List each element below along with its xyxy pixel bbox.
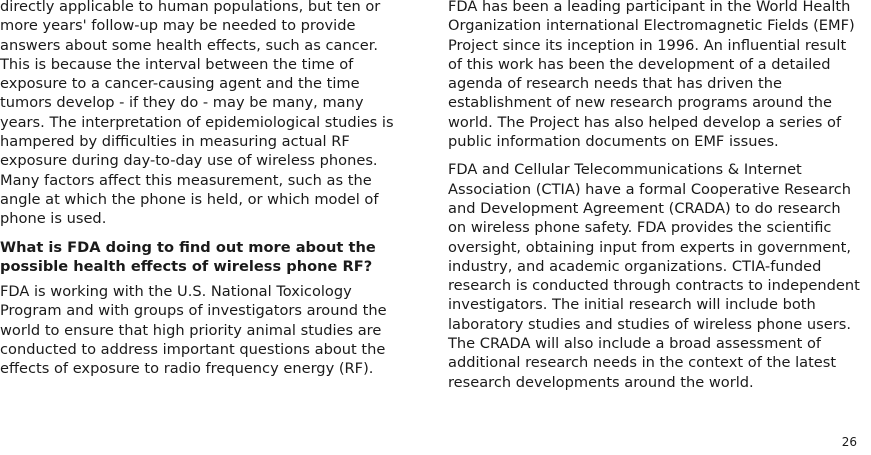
right-column <box>448 0 860 401</box>
page-number: 26 <box>841 435 857 449</box>
left-column <box>0 0 408 388</box>
left-paragraph-1: directly applicable to human populations, but ten or more years' follow-up may be needed to provide answers about some health effects, such as cancer. This is because the interval between the time of exposure to a cancer-causing agent and the time tumors develop - if they do - may be many, many years. The interpretation of epidemiological studies is hampered by difficulties in measuring actual RF exposure during day-to-day use of wireless phones. Many factors affect this measurement, such as the angle at which the phone is held, or which model of phone is used. <box>0 0 394 228</box>
left-paragraph-2: FDA is working with the U.S. National Toxicology Program and with groups of investigators around the world to ensure that high priority animal studies are conducted to address important questions about the effects of exposure to radio frequency energy (RF). <box>0 283 387 378</box>
right-paragraph-2: FDA and Cellular Telecommunications & Internet Association (CTIA) have a formal Cooperative Research and Development Agreement (CRADA) to do research on wireless phone safety. FDA provides the scientific oversight, obtaining input from experts in government, industry, and academic organizations. CTIA-funded research is conducted through contracts to independent investigators. The initial research will include both laboratory studies and studies of wireless phone users. The CRADA will also include a broad assessment of additional research needs in the context of the latest research developments around the world. <box>448 161 860 391</box>
right-paragraph-1: FDA has been a leading participant in the World Health Organization international Electromagnetic Fields (EMF) Project since its inception in 1996. An influential result of this work has been the development of a detailed agenda of research needs that has driven the establishment of new research programs around the world. The Project has also helped develop a series of public information documents on EMF issues. <box>448 0 855 151</box>
section-heading: What is FDA doing to find out more about the possible health effects of wireless phone RF? <box>0 238 376 275</box>
